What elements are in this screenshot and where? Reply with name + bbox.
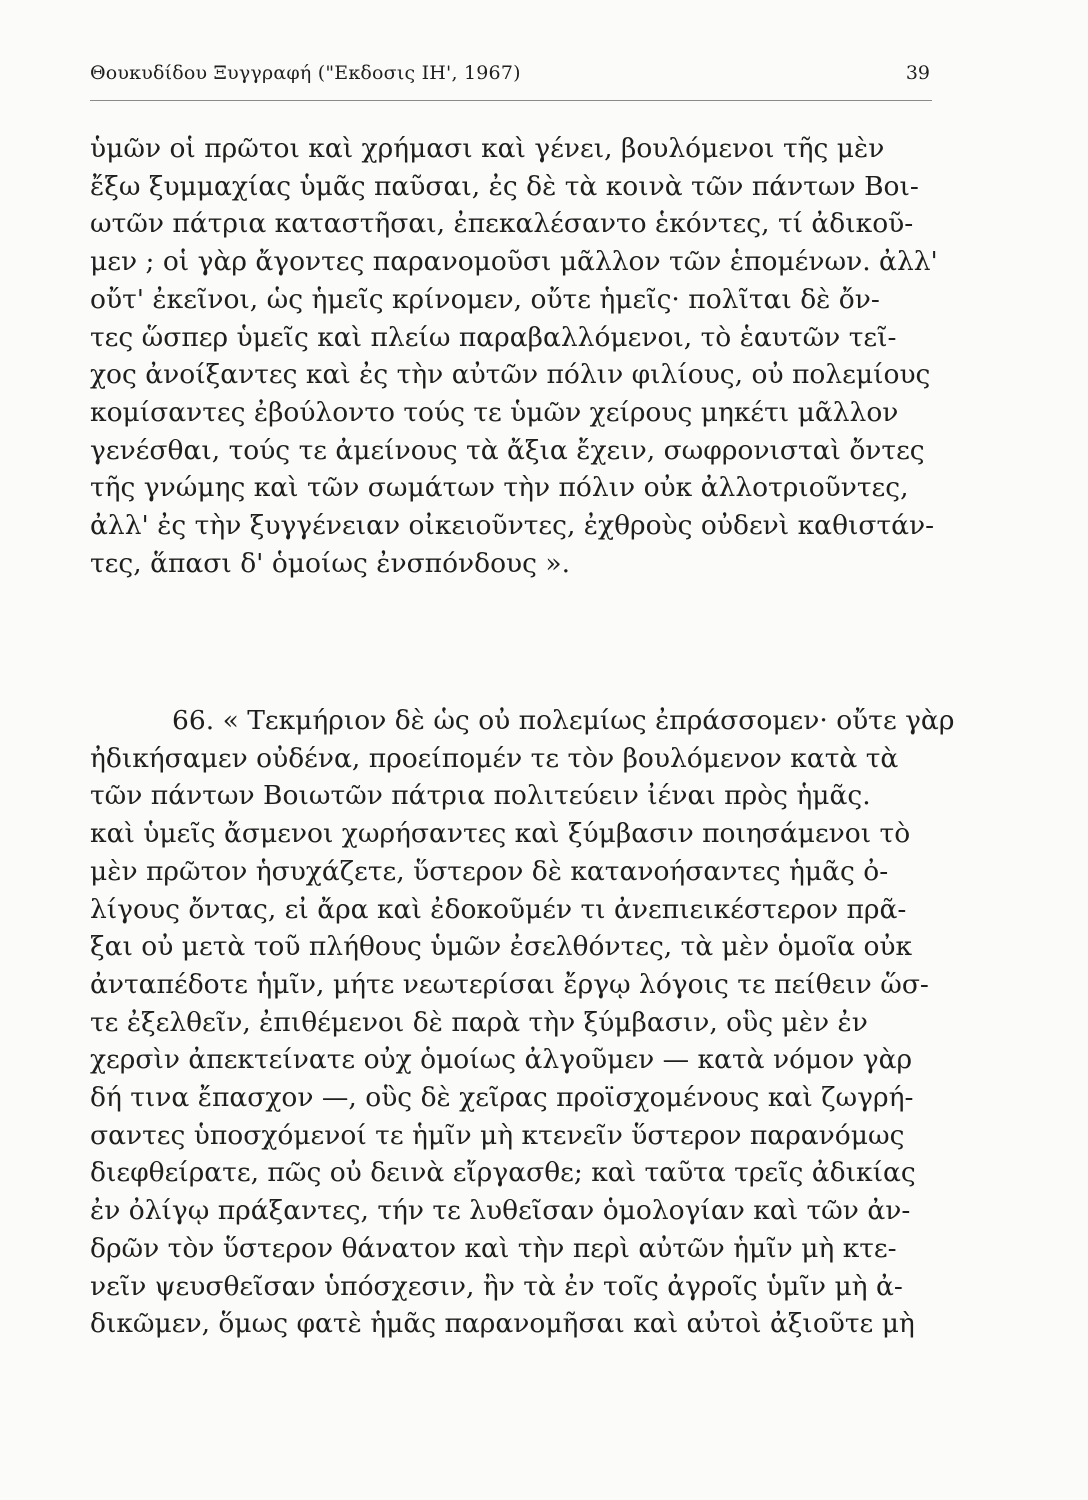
- text-line: τε ἐξελθεῖν, ἐπιθέμενοι δὲ παρὰ τὴν ξύμβασιν, οὓς μὲν ἐν: [90, 1006, 868, 1038]
- text-line: κομίσαντες ἐβούλοντο τούς τε ὑμῶν χείρους μηκέτι μᾶλλον: [90, 396, 899, 428]
- header-divider: [90, 100, 932, 101]
- text-line: καὶ ὑμεῖς ἄσμενοι χωρήσαντες καὶ ξύμβασιν ποιησάμενοι τὸ: [90, 818, 911, 850]
- page-number: 39: [905, 62, 930, 84]
- text-line: λίγους ὄντας, εἰ ἄρα καὶ ἐδοκοῦμέν τι ἀνεπιεικέστερον πρᾶ-: [90, 893, 907, 925]
- text-line: ἀλλ' ἐς τὴν ξυγγένειαν οἰκειοῦντες, ἐχθροὺς οὐδενὶ καθιστάν-: [90, 510, 935, 542]
- text-line: νεῖν ψευσθεῖσαν ὑπόσχεσιν, ἢν τὰ ἐν τοῖς ἀγροῖς ὑμῖν μὴ ἀ-: [90, 1270, 903, 1302]
- text-line: ἀνταπέδοτε ἡμῖν, μήτε νεωτερίσαι ἔργῳ λόγοις τε πείθειν ὥσ-: [90, 968, 929, 1000]
- text-line: τῶν πάντων Βοιωτῶν πάτρια πολιτεύειν ἰέναι πρὸς ἡμᾶς.: [90, 780, 871, 812]
- text-line: μὲν πρῶτον ἡσυχάζετε, ὕστερον δὲ κατανοήσαντες ἡμᾶς ὀ-: [90, 855, 889, 887]
- text-line: δρῶν τὸν ὕστερον θάνατον καὶ τὴν περὶ αὐτῶν ἡμῖν μὴ κτε-: [90, 1232, 897, 1264]
- running-header: [90, 58, 930, 88]
- text-line: μεν ; οἱ γὰρ ἄγοντες παρανομοῦσι μᾶλλον τῶν ἑπομένων. ἀλλ': [90, 246, 938, 278]
- text-line: χερσὶν ἀπεκτείνατε οὐχ ὁμοίως ἀλγοῦμεν — κατὰ νόμον γὰρ: [90, 1044, 913, 1076]
- text-line: ὑμῶν οἱ πρῶτοι καὶ χρήμασι καὶ γένει, βουλόμενοι τῆς μὲν: [90, 133, 885, 164]
- paragraph-2: [90, 702, 955, 1343]
- running-title: Θουκυδίδου Ξυγγραφή ("Εκδοσις ΙΗ', 1967): [90, 62, 521, 84]
- text-line: ἔξω ξυμμαχίας ὑμᾶς παῦσαι, ἐς δὲ τὰ κοινὰ τῶν πάντων Βοι-: [90, 170, 919, 202]
- text-line: γενέσθαι, τούς τε ἀμείνους τὰ ἄξια ἔχειν, σωφρονισταὶ ὄντες: [90, 434, 925, 466]
- text-line: οὔτ' ἐκεῖνοι, ὡς ἡμεῖς κρίνομεν, οὔτε ἡμεῖς· πολῖται δὲ ὄν-: [90, 283, 880, 315]
- text-line: τες ὥσπερ ὑμεῖς καὶ πλείω παραβαλλόμενοι, τὸ ἑαυτῶν τεῖ-: [90, 321, 897, 353]
- text-line: σαντες ὑποσχόμενοί τε ἡμῖν μὴ κτενεῖν ὕστερον παρανόμως: [90, 1119, 905, 1151]
- text-line: δικῶμεν, ὅμως φατὲ ἡμᾶς παρανομῆσαι καὶ αὐτοὶ ἀξιοῦτε μὴ: [90, 1308, 915, 1340]
- text-line: διεφθείρατε, πῶς οὐ δεινὰ εἴργασθε; καὶ ταῦτα τρεῖς ἀδικίας: [90, 1157, 916, 1189]
- paragraph-1: [90, 130, 938, 582]
- text-line: δή τινα ἔπασχον —, οὓς δὲ χεῖρας προϊσχομένους καὶ ζωγρή-: [90, 1082, 914, 1114]
- text-line: ξαι οὐ μετὰ τοῦ πλήθους ὑμῶν ἐσελθόντες, τὰ μὲν ὁμοῖα οὐκ: [90, 931, 913, 963]
- text-line: 66. « Τεκμήριον δὲ ὡς οὐ πολεμίως ἐπράσσομεν· οὔτε γὰρ: [172, 705, 955, 736]
- text-line: ωτῶν πάτρια καταστῆσαι, ἐπεκαλέσαντο ἑκόντες, τί ἀδικοῦ-: [90, 208, 914, 240]
- text-line: τες, ἅπασι δ' ὁμοίως ἐνσπόνδους ».: [90, 547, 571, 579]
- text-line: ἠδικήσαμεν οὐδένα, προείπομέν τε τὸν βουλόμενον κατὰ τὰ: [90, 742, 899, 774]
- text-line: τῆς γνώμης καὶ τῶν σωμάτων τὴν πόλιν οὐκ ἀλλοτριοῦντες,: [90, 472, 909, 504]
- text-line: ἐν ὀλίγῳ πράξαντες, τήν τε λυθεῖσαν ὁμολογίαν καὶ τῶν ἀν-: [90, 1195, 911, 1227]
- text-line: χος ἀνοίξαντες καὶ ἐς τὴν αὐτῶν πόλιν φιλίους, οὐ πολεμίους: [90, 359, 931, 391]
